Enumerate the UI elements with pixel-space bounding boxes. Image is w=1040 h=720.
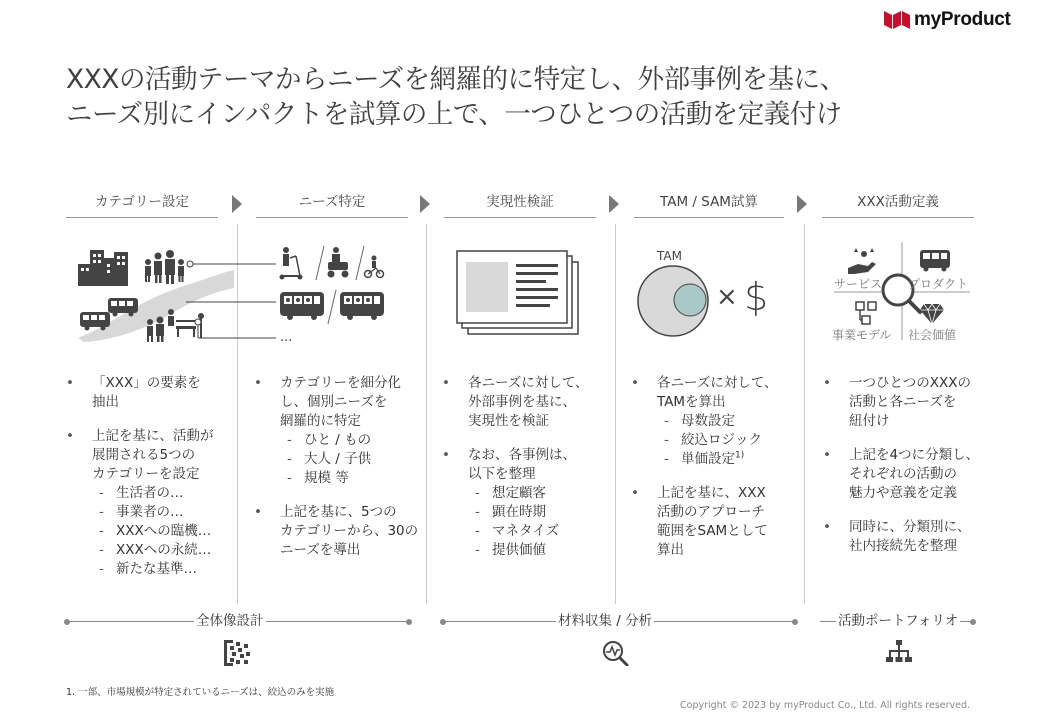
page-title [66, 62, 986, 132]
column-header-tam-sam: TAM / SAM試算 [634, 192, 784, 218]
qr-code-icon [224, 640, 250, 666]
title-line-1: XXXの活動テーマからニーズを網羅的に特定し、外部事例を基に、 [66, 64, 846, 95]
column-header-activity-definition: XXX活動定義 [822, 192, 974, 218]
column-header-feasibility: 実現性検証 [444, 192, 596, 218]
needs-bullets [254, 374, 424, 575]
bullet-item: • 上記を基に、5つの カテゴリーから、30の ニーズを導出 [254, 503, 424, 560]
phase-material-collection [440, 612, 798, 630]
bullet-item: • 各ニーズに対して、 TAMを算出 [631, 374, 801, 412]
column-header-category: カテゴリー設定 [66, 192, 218, 218]
activity-definition-bullets [823, 374, 993, 571]
tam-sam-bullets [631, 374, 801, 575]
category-bullets [66, 374, 236, 579]
bullet-item: • 上記を基に、XXX 活動のアプローチ 範囲をSAMとして 算出 [631, 484, 801, 560]
footnote-marker: 1) [735, 450, 745, 461]
logo-mark-icon [884, 11, 910, 29]
footnote: 1. 一部、市場規模が特定されているニーズは、絞込のみを実施 [66, 687, 335, 698]
tam-sam-circles [636, 264, 710, 338]
org-chart-icon [886, 640, 912, 664]
bullet-item: • なお、各事例は、 以下を整理 [442, 446, 612, 484]
column-divider [426, 224, 427, 604]
sub-item: - 事業者の… [66, 503, 236, 522]
brand-logo [884, 8, 1034, 32]
title-line-2: ニーズ別にインパクトを試算の上で、一つひとつの活動を定義付け [66, 99, 842, 130]
bullet-item: • 各ニーズに対して、 外部事例を基に、 実現性を検証 [442, 374, 612, 431]
bullet-item: • 一つひとつのXXXの 活動と各ニーズを 紐付け [823, 374, 993, 431]
magnifier-chart-icon [602, 640, 630, 666]
sub-item: - XXXへの臨機… [66, 522, 236, 541]
sub-item: - 想定顧客 [442, 484, 612, 503]
bullet-item: • 上記を4つに分類し、 それぞれの活動の 魅力や意義を定義 [823, 446, 993, 503]
sub-item: - ひと / もの [254, 431, 424, 450]
quadrant-label-product: プロダクト [908, 277, 969, 291]
phase-overall-design [64, 612, 412, 630]
step-arrow-icon [609, 195, 619, 213]
times-symbol: × [716, 282, 738, 312]
column-divider [804, 224, 805, 604]
feasibility-bullets [442, 374, 612, 560]
bullet-item: • 同時に、分類別に、 社内接続先を整理 [823, 518, 993, 556]
phase-label: 材料収集 / 分析 [558, 613, 653, 629]
sub-item: - 提供価値 [442, 541, 612, 560]
sub-item: - XXXへの永続… [66, 541, 236, 560]
phase-label: 活動ポートフォリオ [838, 613, 959, 629]
column-header-needs: ニーズ特定 [256, 192, 408, 218]
step-arrow-icon [420, 195, 430, 213]
sub-item: - 生活者の… [66, 484, 236, 503]
sub-item: - 新たな基準… [66, 560, 236, 579]
phase-activity-portfolio [820, 612, 980, 630]
documents-icon [456, 250, 582, 338]
needs-ellipsis: ... [280, 330, 293, 345]
step-arrow-icon [797, 195, 807, 213]
mobility-icons [276, 244, 386, 326]
sub-item: - 大人 / 子供 [254, 450, 424, 469]
brand-name: myProduct [914, 9, 1011, 30]
sub-item: - 母数設定 [631, 412, 801, 431]
copyright: Copyright © 2023 by myProduct Co., Ltd. All rights reserved. [680, 700, 971, 711]
dollar-icon: $ [744, 275, 769, 319]
sub-item: - 絞込ロジック [631, 431, 801, 450]
connector-lines [186, 260, 278, 342]
bullet-item: • 「XXX」の要素を 抽出 [66, 374, 236, 412]
phase-label: 全体像設計 [196, 613, 264, 629]
step-arrow-icon [232, 195, 242, 213]
bullet-item: • カテゴリーを細分化 し、個別ニーズを 網羅的に特定 [254, 374, 424, 431]
sub-item: - マネタイズ [442, 522, 612, 541]
bullet-item: • 上記を基に、活動が 展開される5つの カテゴリーを設定 [66, 427, 236, 484]
quadrant-label-service: サービス [834, 277, 883, 291]
tam-label: TAM [657, 249, 682, 263]
sub-item: - 顕在時期 [442, 503, 612, 522]
quadrant-label-business-model: 事業モデル [832, 328, 892, 342]
column-divider [615, 224, 616, 604]
quadrant-label-social-value: 社会価値 [908, 328, 957, 342]
sub-item: - 単価設定$^{1)}$ [631, 450, 801, 469]
sub-item: - 規模 等 [254, 469, 424, 488]
